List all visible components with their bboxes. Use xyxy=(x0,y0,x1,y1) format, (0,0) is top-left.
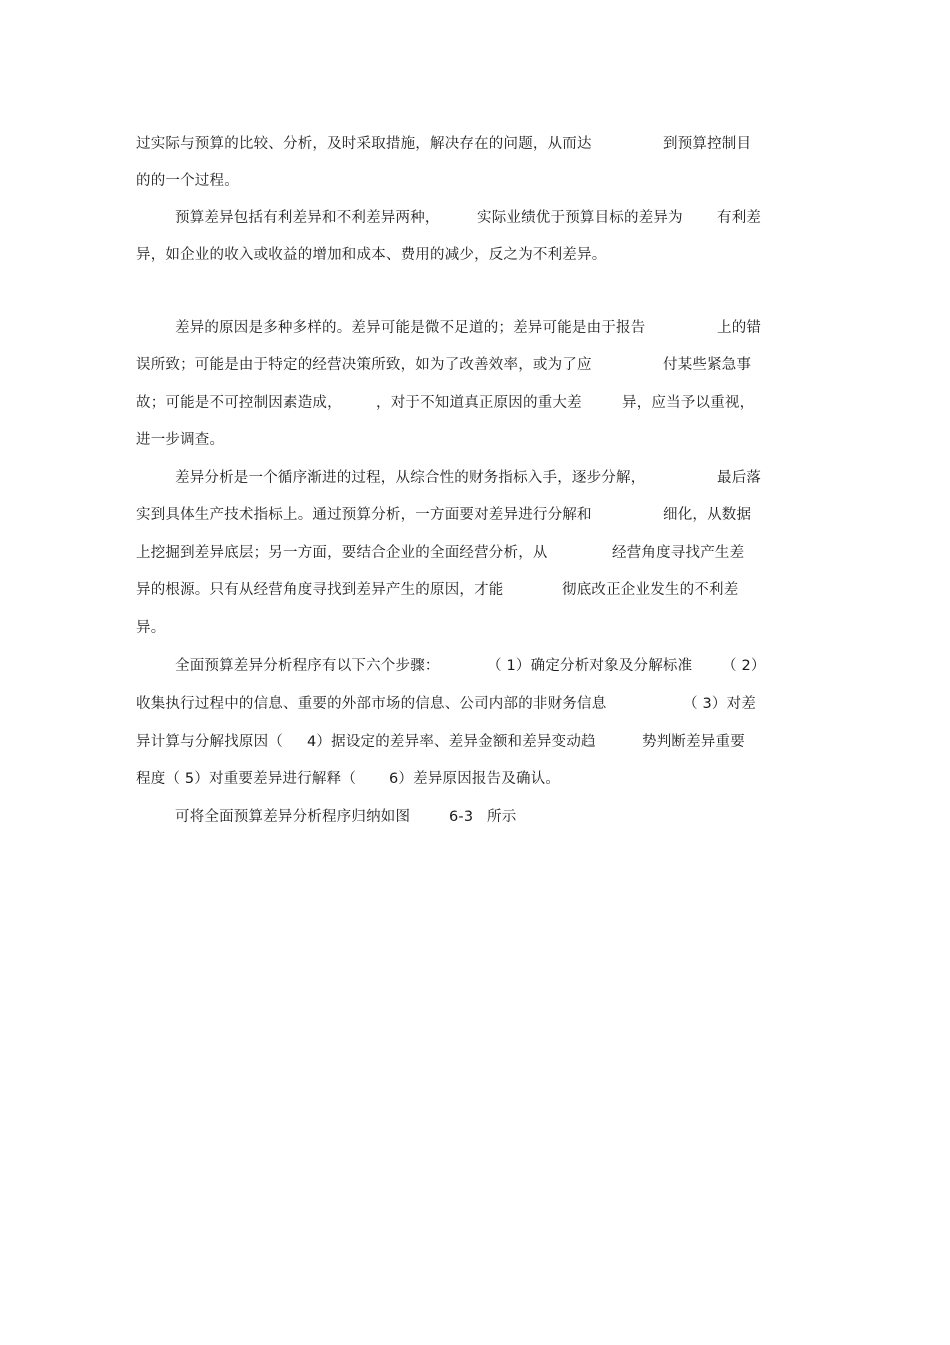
text-segment: 异，应当予以重视， xyxy=(622,395,755,411)
paragraph-4-line-4-tail xyxy=(562,580,738,600)
text-segment: 异。 xyxy=(136,620,166,636)
text-segment: 势判断差异重要 xyxy=(642,734,745,750)
paragraph-6-line-1 xyxy=(175,807,410,827)
paragraph-5-line-2-tail xyxy=(683,694,756,714)
text-segment: 异计算与分解找原因（ xyxy=(136,734,283,750)
text-segment: 实际业绩优于预算目标的差异为 xyxy=(477,210,683,226)
figure-reference xyxy=(449,807,473,827)
paragraph-4-line-5 xyxy=(136,618,165,638)
paragraph-5-line-3-tail xyxy=(642,732,745,752)
text-segment: 经营角度寻找产生差 xyxy=(612,545,745,561)
text-segment: 收集执行过程中的信息、重要的外部市场的信息、公司内部的非财务信息 xyxy=(136,696,607,712)
paragraph-3-line-1-tail xyxy=(717,318,761,338)
text-segment: 差异的原因是多种多样的。差异可能是微不足道的；差异可能是由于报告 xyxy=(175,320,646,336)
text-segment: 的的一个过程。 xyxy=(136,173,239,189)
paragraph-4-line-3-tail xyxy=(612,543,744,563)
text-segment: 6-3 xyxy=(449,809,474,825)
paragraph-2-line-2 xyxy=(136,245,606,265)
text-segment: （ 2） xyxy=(722,658,766,674)
text-segment: 所示 xyxy=(487,809,517,825)
text-segment: 异的根源。只有从经营角度寻找到差异产生的原因，才能 xyxy=(136,582,504,598)
text-segment: 有利差 xyxy=(717,210,762,226)
text-segment: 预算差异包括有利差异和不利差异两种， xyxy=(175,210,440,226)
paragraph-5-line-4 xyxy=(136,769,356,789)
paragraph-5-line-2 xyxy=(136,694,606,714)
paragraph-5-line-3 xyxy=(136,732,283,752)
text-segment: ，对于不知道真正原因的重大差 xyxy=(376,395,582,411)
paragraph-3-line-1 xyxy=(175,318,645,338)
paragraph-5-line-3-mid xyxy=(307,732,596,752)
paragraph-4-line-1 xyxy=(175,468,645,488)
paragraph-3-line-2 xyxy=(136,355,592,375)
paragraph-5-line-1 xyxy=(175,656,440,676)
text-segment: 实到具体生产技术指标上。通过预算分析，一方面要对差异进行分解和 xyxy=(136,507,592,523)
text-segment: 细化，从数据 xyxy=(663,507,752,523)
text-segment: 彻底改正企业发生的不利差 xyxy=(562,582,739,598)
paragraph-2-line-1-tail xyxy=(717,208,761,228)
text-segment: 程度（ 5）对重要差异进行解释（ xyxy=(136,771,357,787)
paragraph-4-line-3 xyxy=(136,543,548,563)
text-segment: （ 1）确定分析对象及分解标准 xyxy=(487,658,693,674)
text-segment: 4）据设定的差异率、差异金额和差异变动趋 xyxy=(307,734,596,750)
paragraph-3-line-4 xyxy=(136,430,224,450)
text-segment: 过实际与预算的比较、分析，及时采取措施，解决存在的问题，从而达 xyxy=(136,136,592,152)
text-segment: 6）差异原因报告及确认。 xyxy=(389,771,561,787)
paragraph-4-line-2 xyxy=(136,505,592,525)
paragraph-3-line-3-mid xyxy=(376,393,582,413)
paragraph-3-line-3 xyxy=(136,393,342,413)
text-segment: 异，如企业的收入或收益的增加和成本、费用的减少，反之为不利差异。 xyxy=(136,247,607,263)
text-segment: 故；可能是不可控制因素造成， xyxy=(136,395,342,411)
text-segment: 付某些紧急事 xyxy=(663,357,752,373)
paragraph-3-line-2-tail xyxy=(663,355,751,375)
text-segment: 进一步调查。 xyxy=(136,432,225,448)
paragraph-2-line-1-mid xyxy=(477,208,683,228)
paragraph-1-line-1-tail xyxy=(663,134,751,154)
paragraph-5-line-1-tail xyxy=(722,656,766,676)
paragraph-4-line-1-tail xyxy=(717,468,761,488)
text-segment: 到预算控制目 xyxy=(663,136,752,152)
paragraph-5-line-1-mid xyxy=(487,656,692,676)
text-segment: 最后落 xyxy=(717,470,762,486)
text-segment: 上挖掘到差异底层；另一方面，要结合企业的全面经营分析，从 xyxy=(136,545,548,561)
text-segment: 可将全面预算差异分析程序归纳如图 xyxy=(175,809,411,825)
paragraph-2-line-1 xyxy=(175,208,440,228)
paragraph-3-line-3-tail xyxy=(622,393,754,413)
text-segment: 差异分析是一个循序渐进的过程，从综合性的财务指标入手，逐步分解， xyxy=(175,470,646,486)
paragraph-4-line-4 xyxy=(136,580,504,600)
paragraph-5-line-4-tail xyxy=(389,769,560,789)
text-segment: 全面预算差异分析程序有以下六个步骤： xyxy=(175,658,440,674)
paragraph-1-line-1 xyxy=(136,134,592,154)
paragraph-6-line-1-tail xyxy=(487,807,516,827)
text-segment: 误所致；可能是由于特定的经营决策所致，如为了改善效率，或为了应 xyxy=(136,357,592,373)
paragraph-4-line-2-tail xyxy=(663,505,751,525)
text-segment: （ 3）对差 xyxy=(683,696,757,712)
text-segment: 上的错 xyxy=(717,320,762,336)
paragraph-1-line-2 xyxy=(136,171,239,191)
